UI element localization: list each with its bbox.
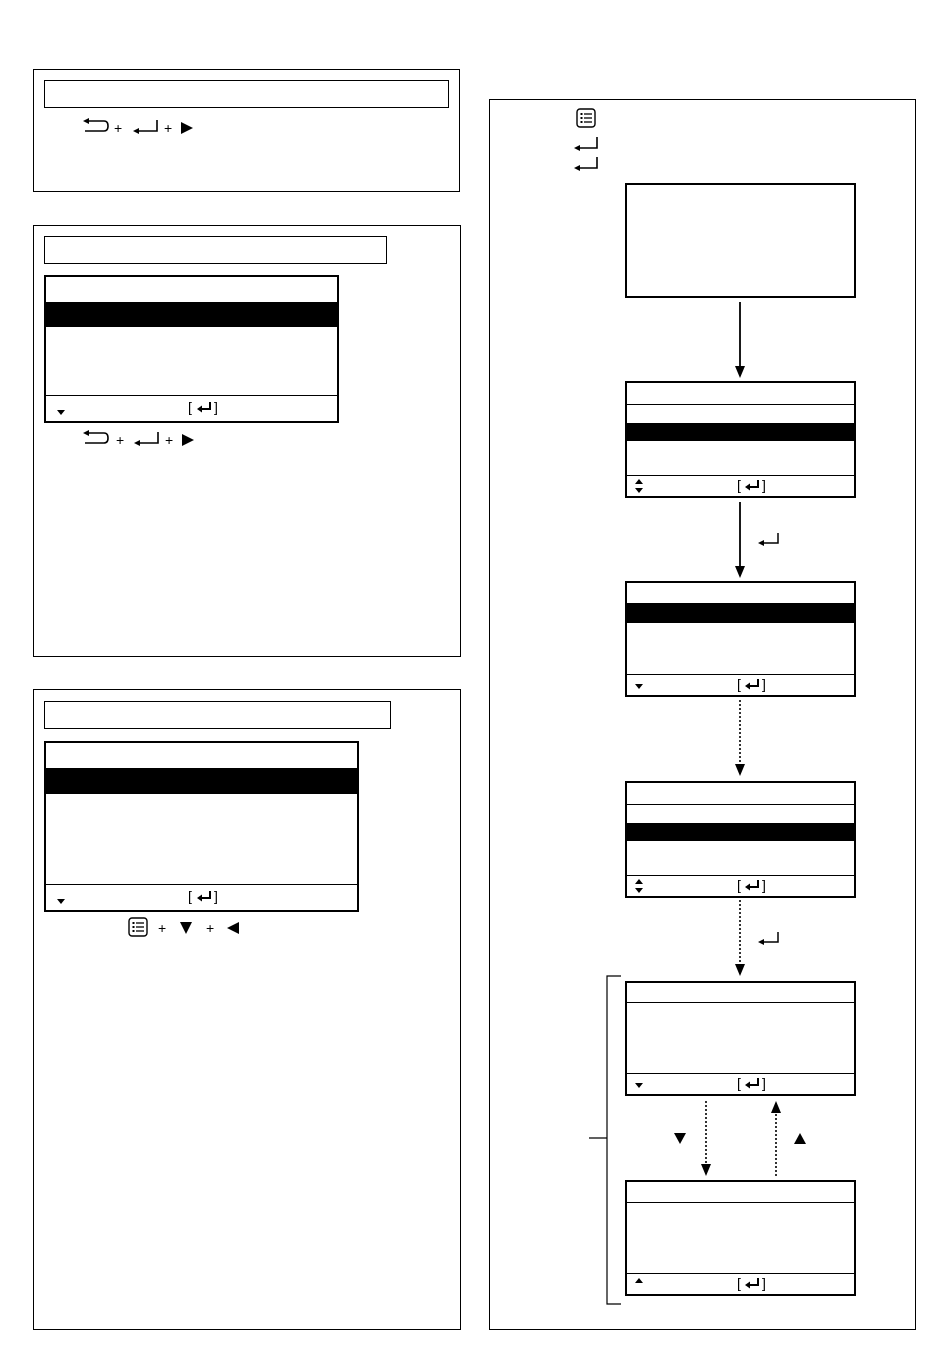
plus-sign: +	[116, 432, 125, 448]
right-bracket: ]	[214, 399, 218, 415]
left-bracket: [	[188, 888, 192, 904]
plus-sign: +	[165, 432, 174, 448]
dotted-arrow-page-down	[701, 1101, 711, 1176]
solid-arrow-2	[735, 502, 745, 578]
right-bracket: ]	[762, 877, 766, 893]
enter-icon	[758, 533, 778, 546]
dotted-arrow-3	[735, 700, 745, 776]
right-bracket: ]	[762, 1075, 766, 1091]
left-bracket: [	[737, 1075, 741, 1091]
left-bracket: [	[737, 477, 741, 493]
left-bracket: [	[737, 1275, 741, 1291]
dotted-arrow-4	[735, 900, 745, 976]
left-bracket: [	[737, 676, 741, 692]
up-triangle-icon	[794, 1133, 806, 1144]
right-bracket: ]	[762, 676, 766, 692]
plus-sign: +	[114, 120, 123, 136]
right-bracket: ]	[762, 477, 766, 493]
right-bracket: ]	[762, 1275, 766, 1291]
down-triangle-icon	[674, 1133, 686, 1144]
solid-arrow-1	[735, 302, 745, 378]
right-bracket: ]	[214, 888, 218, 904]
plus-sign: +	[206, 920, 215, 936]
left-bracket: [	[188, 399, 192, 415]
left-bracket: [	[737, 877, 741, 893]
plus-sign: +	[164, 120, 173, 136]
page-group-bracket	[589, 976, 621, 1304]
plus-sign: +	[158, 920, 167, 936]
enter-icon	[758, 932, 778, 945]
dotted-arrow-page-up	[771, 1101, 781, 1176]
